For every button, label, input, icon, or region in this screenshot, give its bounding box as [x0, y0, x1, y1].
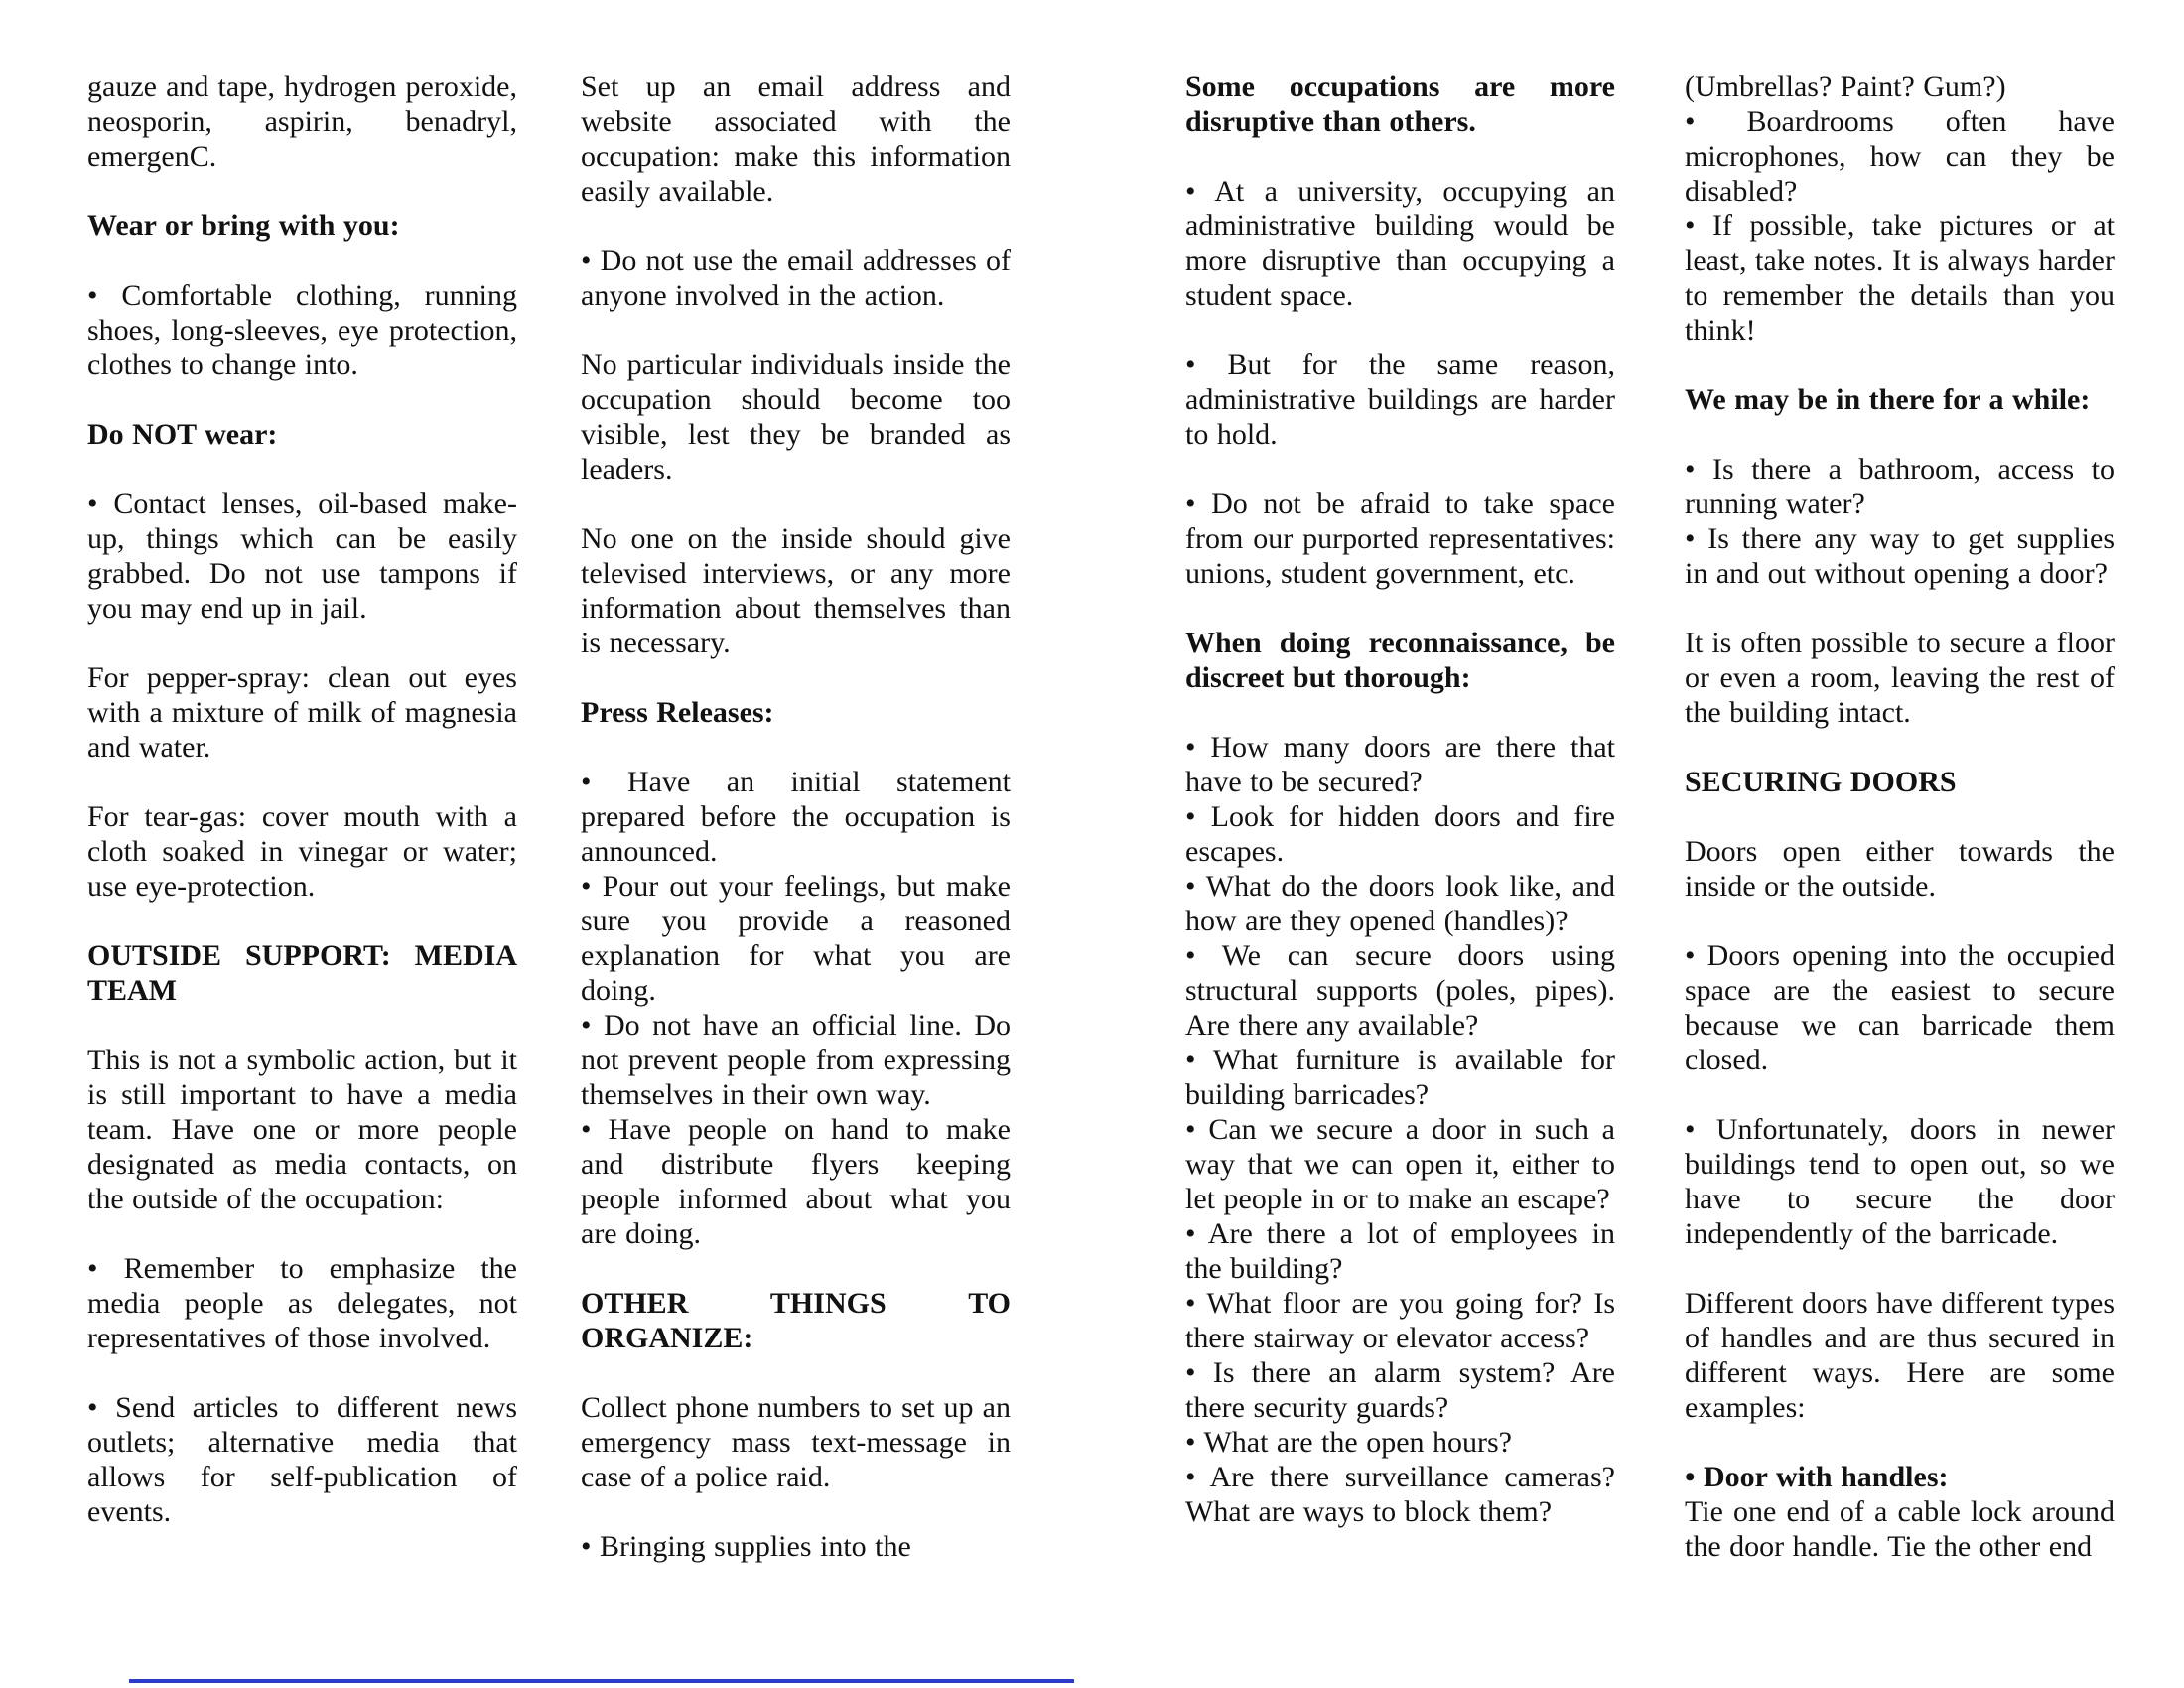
paragraph: • What do the doors look like, and how are they opened (handles)?	[1185, 870, 1615, 937]
paragraph: • Have people on hand to make and distribute flyers keeping people informed about what you are doing.	[581, 1113, 1011, 1250]
paragraph: • But for the same reason, administrative buildings are harder to hold.	[1185, 349, 1615, 451]
paragraph: Set up an email address and website associated with the occupation: make this information easily available.	[581, 70, 1011, 208]
paragraph: • Do not use the email addresses of anyone involved in the action.	[581, 244, 1011, 312]
paragraph: • Look for hidden doors and fire escapes.	[1185, 800, 1615, 868]
paragraph: For pepper-spray: clean out eyes with a mixture of milk of magnesia and water.	[87, 661, 517, 764]
bottom-rule	[129, 1679, 1074, 1683]
paragraph: • Comfortable clothing, running shoes, long-sleeves, eye protection, clothes to change into.	[87, 279, 517, 381]
paragraph: For tear-gas: cover mouth with a cloth soaked in vinegar or water; use eye-protection.	[87, 800, 517, 903]
paragraph: • Unfortunately, doors in newer buildings tend to open out, so we have to secure the door independently of the barricade.	[1685, 1113, 2115, 1250]
paragraph: • Is there a bathroom, access to running water?	[1685, 453, 2115, 520]
section-heading: OTHER THINGS TO ORGANIZE:	[581, 1287, 1011, 1354]
paragraph: • What are the open hours?	[1185, 1426, 1512, 1459]
section-heading: SECURING DOORS	[1685, 766, 1957, 798]
paragraph: Tie one end of a cable lock around the door handle. Tie the other end	[1685, 1495, 2115, 1563]
section-heading: We may be in there for a while:	[1685, 383, 2091, 416]
section-heading: Some occupations are more disruptive than others.	[1185, 70, 1615, 138]
section-heading: Press Releases:	[581, 696, 774, 729]
paragraph: • How many doors are there that have to be secured?	[1185, 731, 1615, 798]
paragraph: Doors open either towards the inside or the outside.	[1685, 835, 2115, 903]
paragraph: • Bringing supplies into the	[581, 1530, 911, 1563]
paragraph: • If possible, take pictures or at least, take notes. It is always harder to remember the details than you think!	[1685, 210, 2115, 347]
section-heading: • Door with handles:	[1685, 1461, 1949, 1493]
paragraph: • Remember to emphasize the media people as delegates, not representatives of those involved.	[87, 1252, 517, 1354]
paragraph: • Send articles to different news outlets; alternative media that allows for self-publication of events.	[87, 1391, 517, 1528]
paragraph: • At a university, occupying an administrative building would be more disruptive than occupying a student space.	[1185, 175, 1615, 312]
paragraph: • Are there surveillance cameras? What are ways to block them?	[1185, 1461, 1615, 1528]
paragraph: • Have an initial statement prepared before the occupation is announced.	[581, 766, 1011, 868]
paragraph: • Is there any way to get supplies in and out without opening a door?	[1685, 522, 2115, 590]
paragraph: No particular individuals inside the occupation should become too visible, lest they be branded as leaders.	[581, 349, 1011, 486]
paragraph: • What furniture is available for building barricades?	[1185, 1044, 1615, 1111]
paragraph: No one on the inside should give televised interviews, or any more information about themselves than is necessary.	[581, 522, 1011, 659]
paragraph: It is often possible to secure a floor or even a room, leaving the rest of the building intact.	[1685, 627, 2115, 729]
paragraph: Collect phone numbers to set up an emergency mass text-message in case of a police raid.	[581, 1391, 1011, 1493]
paragraph: This is not a symbolic action, but it is still important to have a media team. Have one or more people designated as media contacts, on the outside of the occupation:	[87, 1044, 517, 1215]
paragraph: • Are there a lot of employees in the building?	[1185, 1217, 1615, 1285]
paragraph: • Pour out your feelings, but make sure you provide a reasoned explanation for what you are doing.	[581, 870, 1011, 1007]
text-column-2	[581, 70, 1011, 1564]
paragraph: • We can secure doors using structural supports (poles, pipes). Are there any available?	[1185, 939, 1615, 1042]
paragraph: • Contact lenses, oil-based make-up, things which can be easily grabbed. Do not use tampons if you may end up in jail.	[87, 488, 517, 625]
paragraph: • Can we secure a door in such a way that we can open it, either to let people in or to make an escape?	[1185, 1113, 1615, 1215]
section-heading: When doing reconnaissance, be discreet but thorough:	[1185, 627, 1615, 694]
section-heading: Do NOT wear:	[87, 418, 278, 451]
text-columns	[87, 70, 2115, 1564]
paragraph: • Do not be afraid to take space from our purported representatives: unions, student government, etc.	[1185, 488, 1615, 590]
paragraph: (Umbrellas? Paint? Gum?)	[1685, 70, 2006, 103]
text-column-4	[1685, 70, 2115, 1564]
text-column-3	[1185, 70, 1615, 1529]
section-heading: Wear or bring with you:	[87, 210, 400, 242]
paragraph: Different doors have different types of handles and are thus secured in different ways. Here are some examples:	[1685, 1287, 2115, 1424]
paragraph: • What floor are you going for? Is there stairway or elevator access?	[1185, 1287, 1615, 1354]
section-heading: OUTSIDE SUPPORT: MEDIA TEAM	[87, 939, 517, 1007]
paragraph: • Doors opening into the occupied space are the easiest to secure because we can barricade them closed.	[1685, 939, 2115, 1076]
paragraph: • Boardrooms often have microphones, how can they be disabled?	[1685, 105, 2115, 208]
paragraph: • Do not have an official line. Do not prevent people from expressing themselves in their own way.	[581, 1009, 1011, 1111]
paragraph: gauze and tape, hydrogen peroxide, neosporin, aspirin, benadryl, emergenC.	[87, 70, 517, 173]
paragraph: • Is there an alarm system? Are there security guards?	[1185, 1356, 1615, 1424]
text-column-1	[87, 70, 517, 1529]
